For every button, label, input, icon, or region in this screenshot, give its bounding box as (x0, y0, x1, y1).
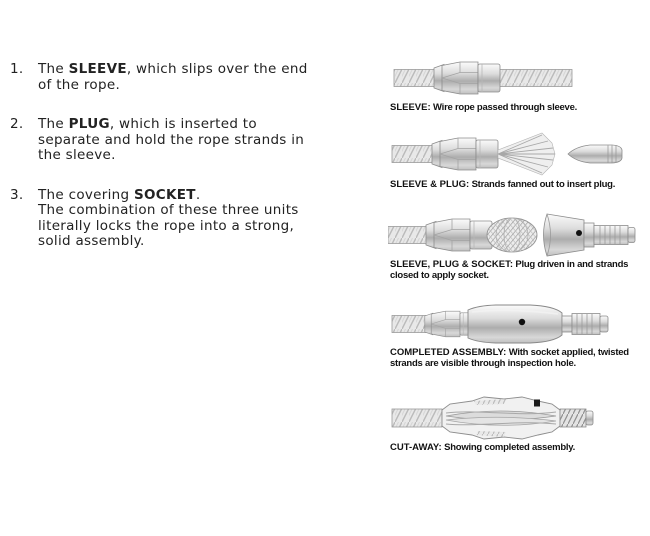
item-number: 3. (10, 186, 24, 203)
figure-caption-text: Strands fanned out to insert plug. (471, 179, 616, 190)
item-text: The PLUG, which is inserted to separate and hold the rope strands in the sleeve. (38, 116, 305, 163)
figure-caption-label: COMPLETED ASSEMBLY: (390, 347, 507, 358)
figure-caption-label: SLEEVE & PLUG: (390, 179, 470, 190)
inspection-hole (519, 319, 525, 325)
item-text: The covering SOCKET. The combination of these three units literally locks the rope into a strong, solid assembly. (38, 186, 299, 249)
keyword-sleeve: SLEEVE (68, 61, 127, 77)
figure-caption-text: Showing completed assembly. (444, 442, 575, 453)
instruction-list (10, 62, 362, 274)
figure-caption-text: With socket applied, twisted strands are visible through inspection hole. (390, 347, 629, 369)
figure-caption-label: SLEEVE: (390, 102, 431, 113)
cut-away-illustration (388, 394, 650, 442)
item-text: The SLEEVE, which slips over the end of the rope. (38, 61, 308, 93)
figure-caption-text: Wire rope passed through sleeve. (433, 102, 578, 113)
figure-caption (390, 347, 650, 369)
figure-caption-text: Plug driven in and strands closed to apply socket. (390, 259, 629, 281)
figure-caption (390, 102, 650, 113)
completed-assembly-illustration (388, 301, 650, 347)
sleeve-plug-socket-illustration (388, 210, 650, 260)
figure-caption-label: CUT-AWAY: (390, 442, 442, 453)
list-item (10, 117, 362, 164)
figure-caption (390, 259, 650, 281)
figure-caption-label: SLEEVE, PLUG & SOCKET: (390, 259, 513, 270)
keyword-plug: PLUG (68, 116, 110, 132)
sleeve-illustration (388, 55, 650, 101)
sleeve-plug-illustration (388, 130, 650, 178)
item-number: 1. (10, 61, 24, 77)
inspection-hole (576, 230, 582, 236)
figure-caption (390, 442, 650, 453)
list-item (10, 188, 362, 250)
keyword-socket: SOCKET (134, 186, 196, 203)
list-item (10, 62, 362, 93)
figure-caption (390, 179, 650, 190)
item-number: 2. (10, 116, 24, 132)
